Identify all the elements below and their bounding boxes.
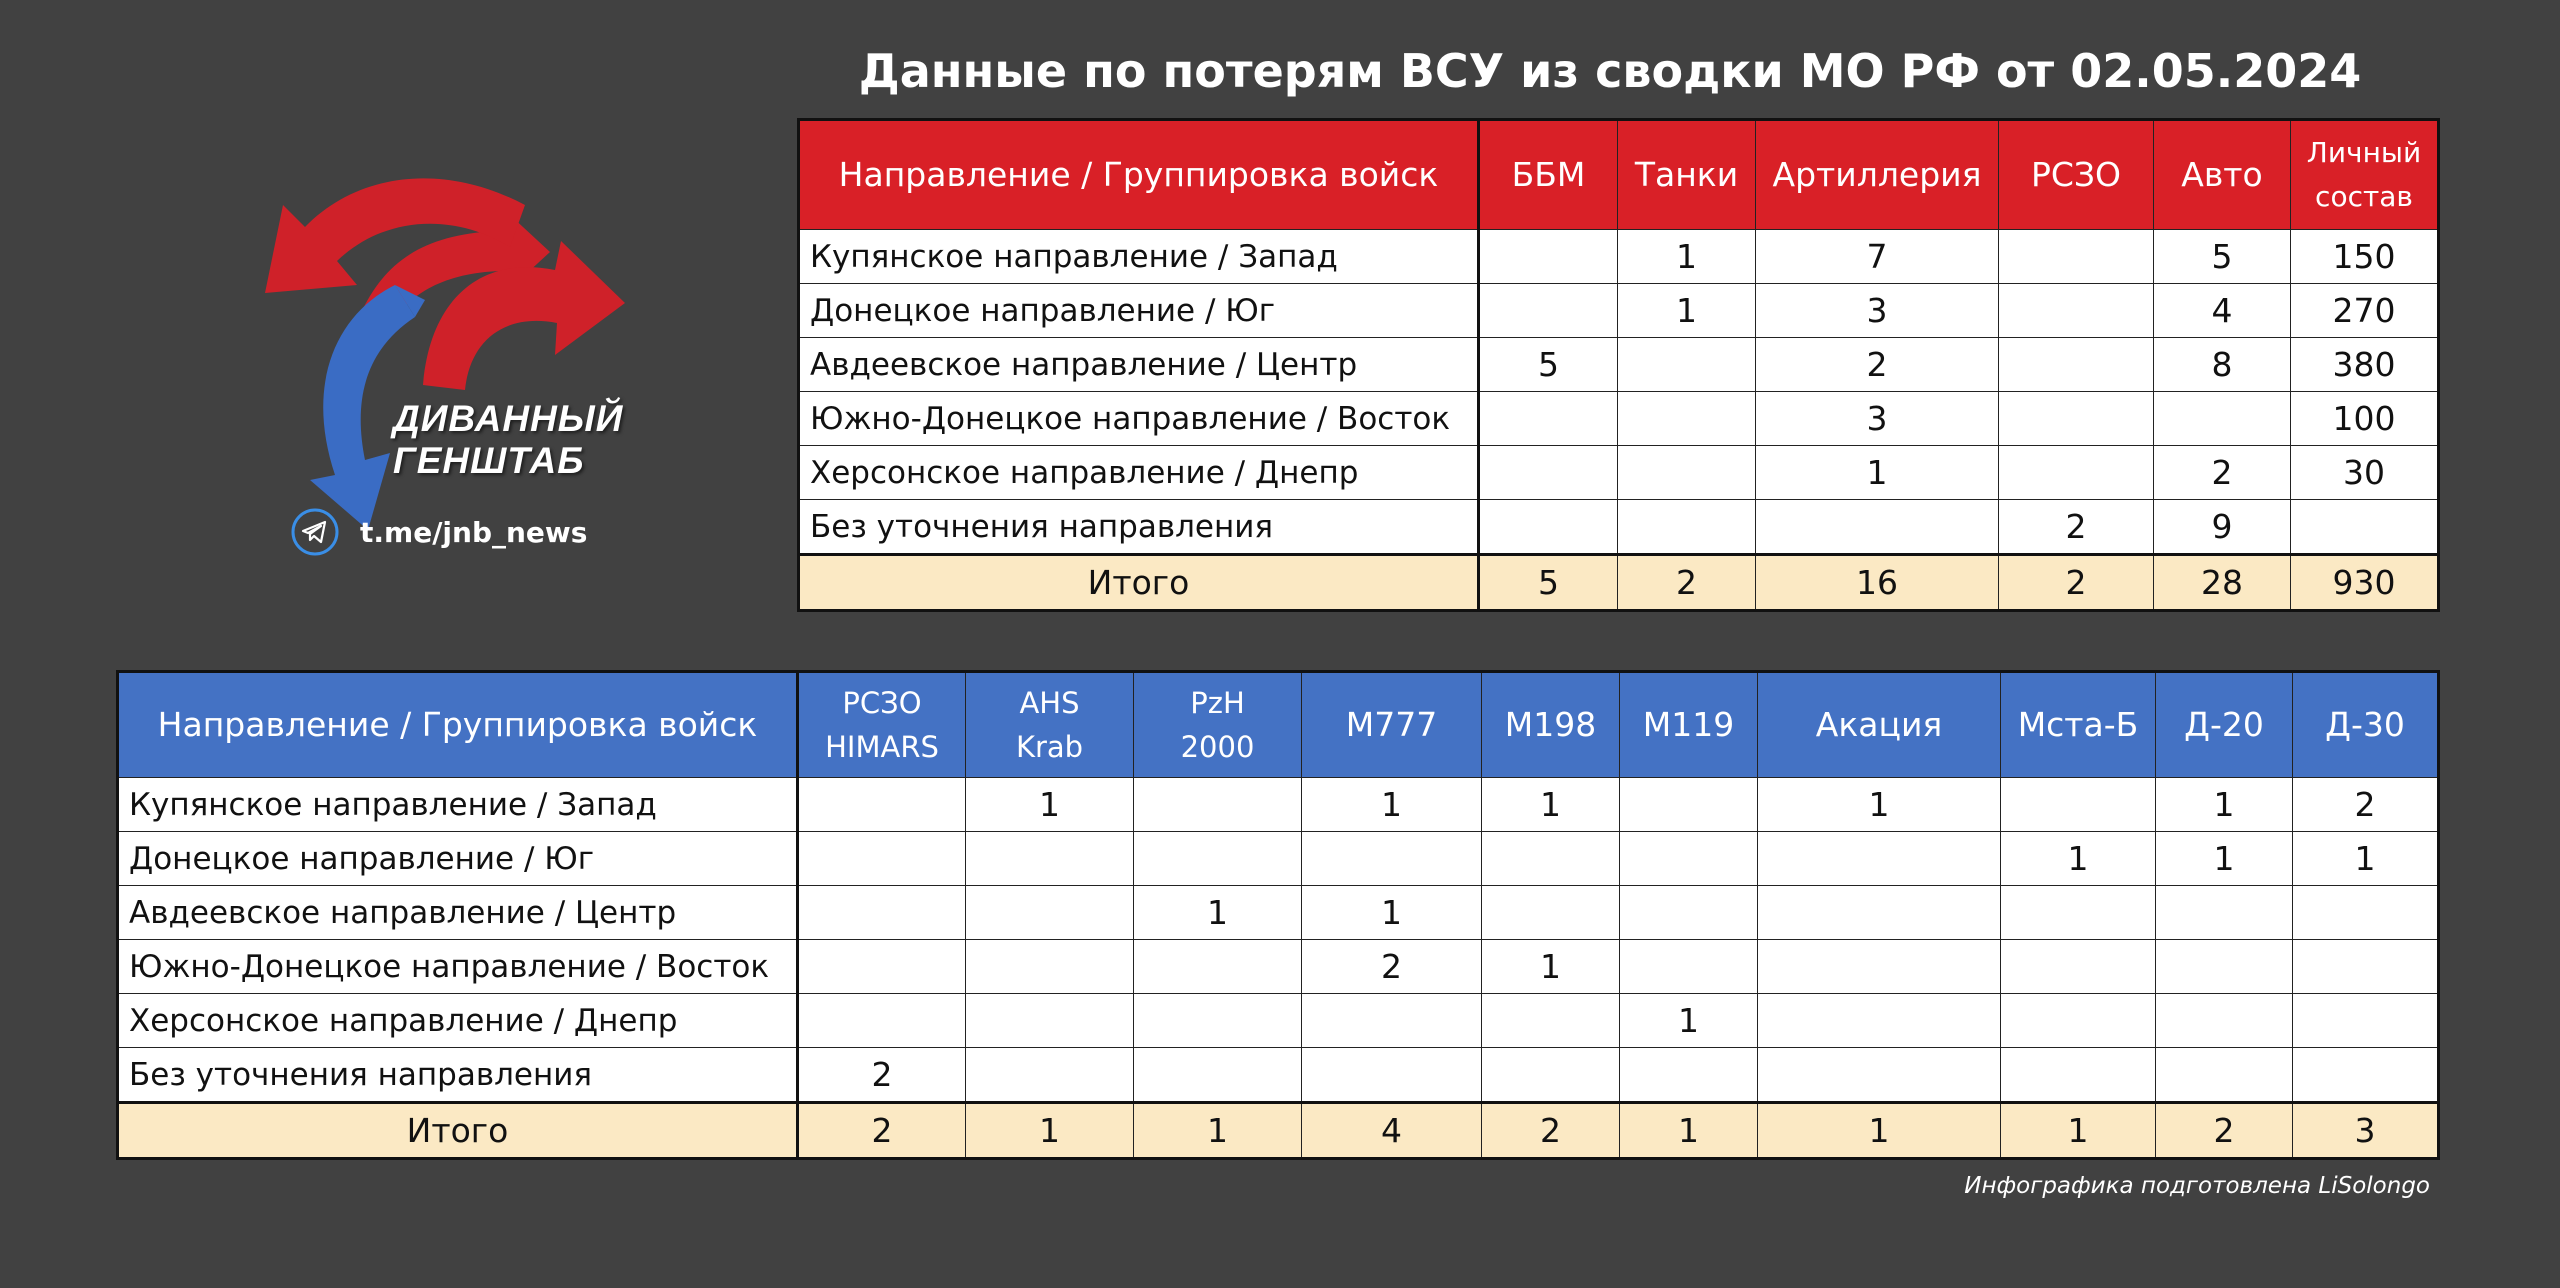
table-cell <box>2291 500 2439 555</box>
table-cell <box>1302 1048 1482 1103</box>
header-m119: M119 <box>1620 672 1758 778</box>
table-cell <box>1999 284 2154 338</box>
table-cell: 1 <box>1302 778 1482 832</box>
table-cell <box>1618 500 1756 555</box>
total-cell: 1 <box>1758 1103 2001 1159</box>
losses-table-artillery <box>116 670 2440 1160</box>
table-cell <box>1479 446 1618 500</box>
row-label: Донецкое направление / Юг <box>118 832 798 886</box>
total-cell: 5 <box>1479 555 1618 611</box>
table-cell: 2 <box>798 1048 966 1103</box>
table-cell: 1 <box>2156 778 2293 832</box>
table-cell <box>2001 1048 2156 1103</box>
table-cell <box>1618 446 1756 500</box>
table-cell: 1 <box>1302 886 1482 940</box>
table-cell <box>1620 1048 1758 1103</box>
header-pzh2000 <box>1134 672 1302 778</box>
table-cell <box>1999 338 2154 392</box>
table-row <box>799 230 2439 284</box>
table-cell <box>1134 994 1302 1048</box>
table-cell: 5 <box>2154 230 2291 284</box>
table-cell: 100 <box>2291 392 2439 446</box>
table-cell <box>1482 886 1620 940</box>
row-label: Донецкое направление / Юг <box>799 284 1479 338</box>
header-ahs-krab-line1: AHS <box>1019 686 1080 720</box>
table-cell <box>1134 940 1302 994</box>
table-cell <box>966 1048 1134 1103</box>
row-label: Южно-Донецкое направление / Восток <box>118 940 798 994</box>
table-cell: 2 <box>2293 778 2439 832</box>
table-row <box>118 940 2439 994</box>
table-cell: 1 <box>2293 832 2439 886</box>
total-cell: 16 <box>1756 555 1999 611</box>
table-cell <box>1479 500 1618 555</box>
table-cell: 5 <box>1479 338 1618 392</box>
table-row <box>799 338 2439 392</box>
total-cell: 2 <box>798 1103 966 1159</box>
header-m777: M777 <box>1302 672 1482 778</box>
table-cell <box>966 940 1134 994</box>
table-cell <box>1134 778 1302 832</box>
table-cell <box>1756 500 1999 555</box>
table-cell <box>1758 1048 2001 1103</box>
row-label: Херсонское направление / Днепр <box>118 994 798 1048</box>
table-cell: 270 <box>2291 284 2439 338</box>
table-cell: 380 <box>2291 338 2439 392</box>
logo-line-2: ГЕНШТАБ <box>393 440 585 481</box>
table-cell <box>1482 1048 1620 1103</box>
header-direction: Направление / Группировка войск <box>799 120 1479 230</box>
header-akatsiya: Акация <box>1758 672 2001 778</box>
total-cell: 930 <box>2291 555 2439 611</box>
header-rszo: РСЗО <box>1999 120 2154 230</box>
table-cell <box>1620 886 1758 940</box>
total-cell: 3 <box>2293 1103 2439 1159</box>
losses-table-main <box>797 118 2440 612</box>
table-cell <box>2293 994 2439 1048</box>
header-personnel-line2: состав <box>2315 180 2413 213</box>
table-cell <box>1620 940 1758 994</box>
total-cell: 1 <box>1620 1103 1758 1159</box>
table-cell <box>1999 230 2154 284</box>
table-cell <box>798 994 966 1048</box>
header-ahs-krab-line2: Krab <box>1015 730 1084 764</box>
row-label: Авдеевское направление / Центр <box>799 338 1479 392</box>
table-cell: 1 <box>1756 446 1999 500</box>
telegram-icon <box>290 507 340 557</box>
logo-wordmark <box>393 398 623 482</box>
table-cell <box>1999 392 2154 446</box>
total-label: Итого <box>799 555 1479 611</box>
table-cell: 1 <box>2156 832 2293 886</box>
header-d20: Д-20 <box>2156 672 2293 778</box>
header-artillery: Артиллерия <box>1756 120 1999 230</box>
header-himars <box>798 672 966 778</box>
table-header-row <box>118 672 2439 778</box>
table-cell <box>1479 392 1618 446</box>
table-cell <box>798 940 966 994</box>
table-cell: 1 <box>1620 994 1758 1048</box>
header-pzh2000-line2: 2000 <box>1180 730 1255 764</box>
telegram-link[interactable] <box>290 507 587 557</box>
table-cell <box>966 994 1134 1048</box>
table-cell: 3 <box>1756 284 1999 338</box>
header-bbm: ББМ <box>1479 120 1618 230</box>
table-cell <box>2001 778 2156 832</box>
header-msta-b: Мста-Б <box>2001 672 2156 778</box>
table-cell <box>1620 778 1758 832</box>
table-cell <box>2001 940 2156 994</box>
table-cell <box>2001 886 2156 940</box>
table-cell <box>1620 832 1758 886</box>
table-row <box>118 778 2439 832</box>
header-ahs-krab <box>966 672 1134 778</box>
row-label: Херсонское направление / Днепр <box>799 446 1479 500</box>
row-label: Авдеевское направление / Центр <box>118 886 798 940</box>
header-himars-line1: РСЗО <box>842 686 922 720</box>
divanny-genshtab-logo <box>265 135 665 555</box>
table-cell <box>1479 284 1618 338</box>
table-cell: 1 <box>1482 778 1620 832</box>
table-cell <box>798 778 966 832</box>
total-cell: 1 <box>966 1103 1134 1159</box>
table-cell <box>1758 886 2001 940</box>
table-row <box>118 886 2439 940</box>
table-cell: 1 <box>966 778 1134 832</box>
table-cell: 2 <box>1302 940 1482 994</box>
table-cell <box>1618 392 1756 446</box>
table-cell: 9 <box>2154 500 2291 555</box>
page-title: Данные по потерям ВСУ из сводки МО РФ от 02.05.2024 <box>858 44 2362 98</box>
total-cell: 28 <box>2154 555 2291 611</box>
table-cell: 150 <box>2291 230 2439 284</box>
telegram-handle: t.me/jnb_news <box>360 515 588 549</box>
header-m198: M198 <box>1482 672 1620 778</box>
table-cell <box>798 832 966 886</box>
table-cell: 2 <box>2154 446 2291 500</box>
total-cell: 2 <box>1999 555 2154 611</box>
table-cell <box>1134 1048 1302 1103</box>
table-row <box>118 994 2439 1048</box>
table-cell: 1 <box>2001 832 2156 886</box>
header-auto: Авто <box>2154 120 2291 230</box>
table-row <box>799 446 2439 500</box>
row-label: Купянское направление / Запад <box>799 230 1479 284</box>
table-cell <box>2156 886 2293 940</box>
table-cell <box>2293 886 2439 940</box>
table-header-row <box>799 120 2439 230</box>
credit-text: Инфографика подготовлена LiSolongo <box>1964 1173 2430 1199</box>
table-cell <box>1134 832 1302 886</box>
table-cell <box>1479 230 1618 284</box>
table-cell <box>798 886 966 940</box>
total-row <box>118 1103 2439 1159</box>
row-label: Южно-Донецкое направление / Восток <box>799 392 1479 446</box>
row-label: Купянское направление / Запад <box>118 778 798 832</box>
table-cell: 1 <box>1618 284 1756 338</box>
table-cell: 2 <box>1756 338 1999 392</box>
table-cell <box>1758 832 2001 886</box>
row-label: Без уточнения направления <box>799 500 1479 555</box>
table-cell: 2 <box>1999 500 2154 555</box>
table-row <box>799 500 2439 555</box>
table-cell <box>2156 940 2293 994</box>
table-cell: 1 <box>1758 778 2001 832</box>
table-cell <box>1758 940 2001 994</box>
header-direction: Направление / Группировка войск <box>118 672 798 778</box>
table-cell: 1 <box>1134 886 1302 940</box>
table-cell: 1 <box>1482 940 1620 994</box>
header-d30: Д-30 <box>2293 672 2439 778</box>
table-cell <box>1482 832 1620 886</box>
table-cell: 8 <box>2154 338 2291 392</box>
table-cell: 1 <box>1618 230 1756 284</box>
logo-line-1: ДИВАННЫЙ <box>393 398 624 439</box>
table-cell <box>1302 994 1482 1048</box>
table-cell: 30 <box>2291 446 2439 500</box>
table-cell <box>2156 1048 2293 1103</box>
table-cell: 7 <box>1756 230 1999 284</box>
table-cell <box>2293 940 2439 994</box>
table-cell <box>1618 338 1756 392</box>
total-row <box>799 555 2439 611</box>
table-cell <box>966 886 1134 940</box>
total-cell: 4 <box>1302 1103 1482 1159</box>
total-cell: 1 <box>2001 1103 2156 1159</box>
table-cell <box>1482 994 1620 1048</box>
table-cell: 3 <box>1756 392 1999 446</box>
table-cell <box>2293 1048 2439 1103</box>
table-cell <box>2001 994 2156 1048</box>
table-cell <box>1999 446 2154 500</box>
total-cell: 2 <box>2156 1103 2293 1159</box>
table-cell: 4 <box>2154 284 2291 338</box>
header-himars-line2: HIMARS <box>825 730 939 764</box>
total-label: Итого <box>118 1103 798 1159</box>
table-row <box>799 392 2439 446</box>
table-row <box>118 1048 2439 1103</box>
table-cell <box>2156 994 2293 1048</box>
header-personnel-line1: Личный <box>2306 136 2422 169</box>
total-cell: 2 <box>1618 555 1756 611</box>
total-cell: 1 <box>1134 1103 1302 1159</box>
header-personnel <box>2291 120 2439 230</box>
table-row <box>799 284 2439 338</box>
total-cell: 2 <box>1482 1103 1620 1159</box>
table-cell <box>966 832 1134 886</box>
table-cell <box>2154 392 2291 446</box>
table-cell <box>1302 832 1482 886</box>
table-row <box>118 832 2439 886</box>
header-tanks: Танки <box>1618 120 1756 230</box>
table-cell <box>1758 994 2001 1048</box>
header-pzh2000-line1: PzH <box>1190 686 1245 720</box>
row-label: Без уточнения направления <box>118 1048 798 1103</box>
